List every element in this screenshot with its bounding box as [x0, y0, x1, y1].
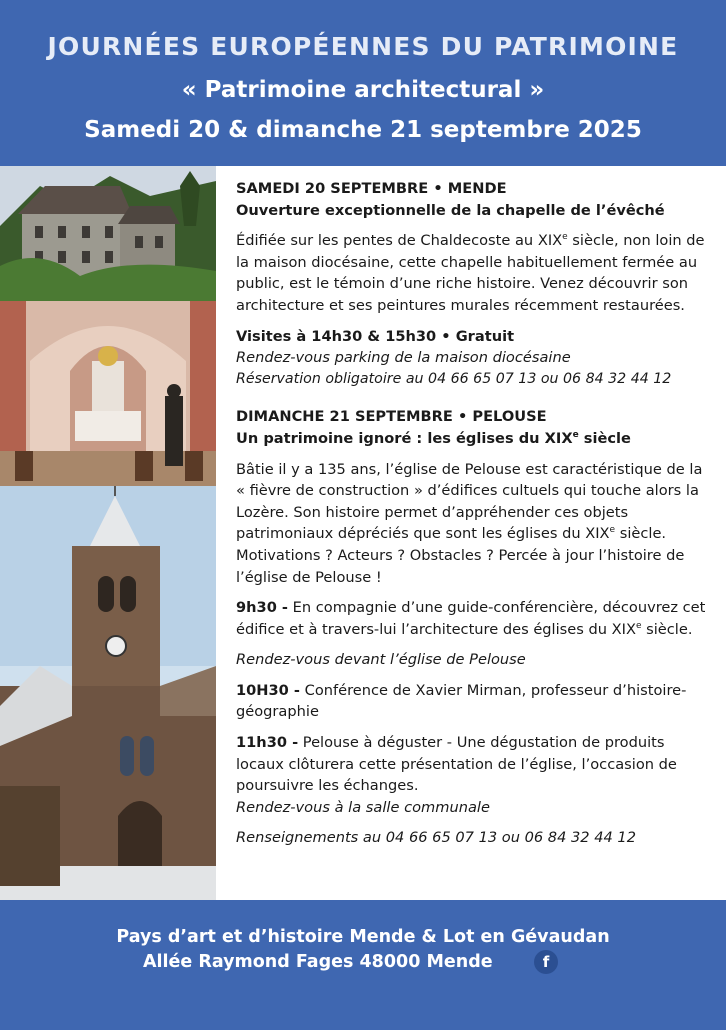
house-photo [0, 166, 216, 301]
slot-0930-meeting: Rendez-vous devant l’église de Pelouse [236, 651, 526, 669]
organization-name: Pays d’art et d’histoire Mende & Lot en Gévaudan [116, 927, 610, 947]
sunday-description: Bâtie il y a 135 ans, l’église de Pelouse est caractéristique de la « fièvre de construction » d’édifices cultuels qui touche alors la Lozère. Son histoire permet d’appréhender ces objets patrimoniaux dépréciés que sont les églises du XIXe siècle. Motivations ? Acteurs ? Obstacles ? Percée à jour l’histoire de l’église de Pelouse ! [236, 460, 703, 586]
slot-1030: 10H30 - Conférence de Xavier Mirman, professeur d’histoire-géographie [236, 681, 687, 721]
saturday-meeting-point: Rendez-vous parking de la maison diocésaine [236, 349, 571, 367]
event-dates: Samedi 20 & dimanche 21 septembre 2025 [84, 117, 642, 143]
sunday-title: Un patrimoine ignoré : les églises du XIXe siècle [236, 429, 631, 447]
slot-1130-meeting: Rendez-vous à la salle communale [236, 798, 490, 816]
slot-0930: 9h30 - En compagnie d’une guide-conférencière, découvrez cet édifice et à travers-lui l’architecture des églises du XIXe siècle. [236, 599, 706, 638]
event-theme: « Patrimoine architectural » [181, 77, 545, 103]
footer-banner [0, 900, 726, 1030]
program-content [236, 178, 714, 849]
organization-address: Allée Raymond Fages 48000 Mende [143, 952, 493, 972]
event-title: JOURNÉES EUROPÉENNES DU PATRIMOINE [47, 32, 679, 61]
facebook-icon[interactable]: f [534, 950, 558, 974]
slot-1130: 11h30 - Pelouse à déguster - Une dégustation de produits locaux clôturera cette présentation de l’église, l’occasion de poursuivre les échanges. [236, 734, 677, 795]
contact-info: Renseignements au 04 66 65 07 13 ou 06 84 32 44 12 [236, 829, 637, 847]
pelouse-church-photo [0, 486, 216, 900]
saturday-title: Ouverture exceptionnelle de la chapelle de l’évêché [236, 201, 665, 219]
saturday-heading: SAMEDI 20 SEPTEMBRE • MENDE [236, 180, 507, 197]
header-banner [0, 0, 726, 166]
saturday-visits: Visites à 14h30 & 15h30 • Gratuit [236, 327, 515, 345]
saturday-booking: Réservation obligatoire au 04 66 65 07 13 ou 06 84 32 44 12 [236, 370, 672, 387]
chapel-interior-photo [0, 301, 216, 486]
sunday-heading: DIMANCHE 21 SEPTEMBRE • PELOUSE [236, 408, 547, 426]
saturday-description: Édifiée sur les pentes de Chaldecoste au XIXe siècle, non loin de la maison diocésaine, cette chapelle habituellement fermée au public, est le témoin d’une riche histoire. Venez découvrir son architecture et ses peintures murales récemment restaurées. [236, 232, 705, 314]
photo-column [0, 166, 216, 900]
